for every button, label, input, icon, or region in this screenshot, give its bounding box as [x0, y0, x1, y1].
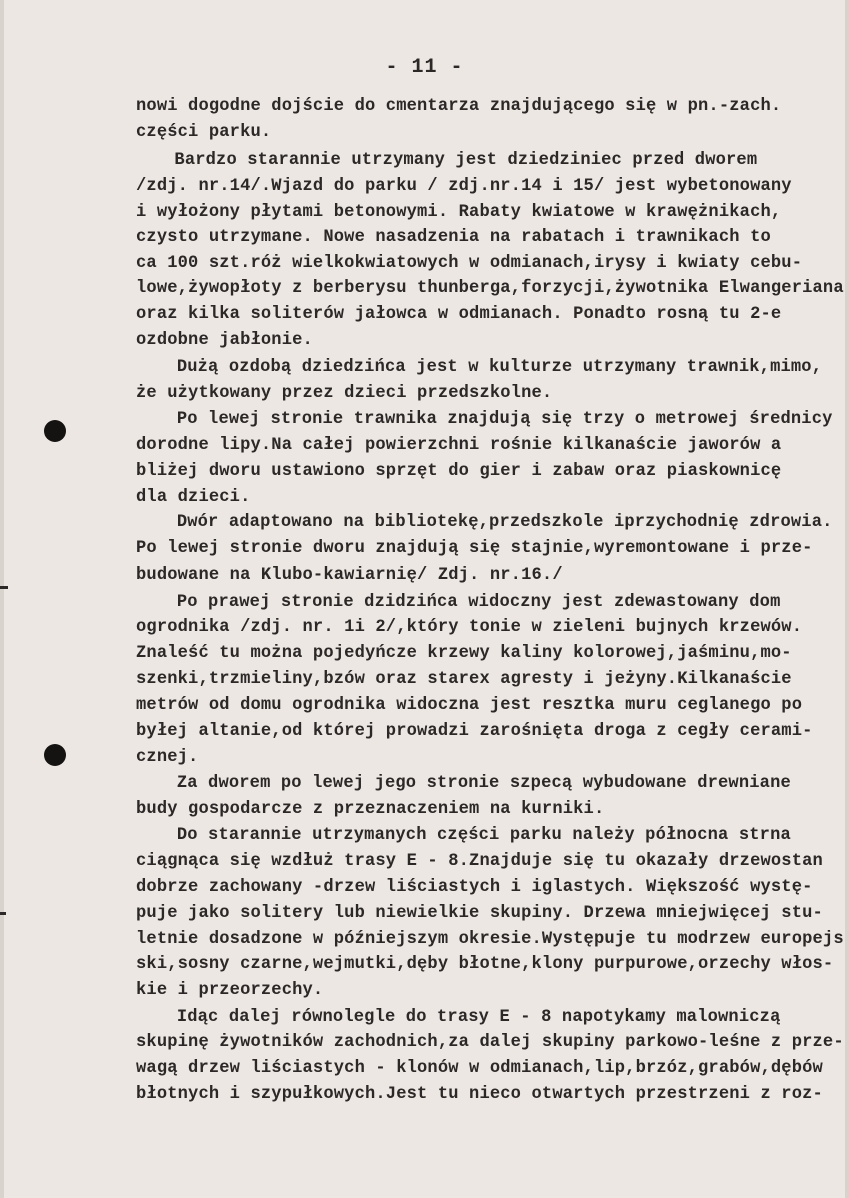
text-line: Znaleść tu można pojedyńcze krzewy kaliny kolorowej,jaśminu,mo-: [136, 644, 792, 663]
text-line: dla dzieci.: [136, 488, 251, 507]
text-line: skupinę żywotników zachodnich,za dalej skupiny parkowo-leśne z prze-: [136, 1033, 844, 1052]
text-line: Po lewej stronie dworu znajdują się stajnie,wyremontowane i prze-: [136, 539, 813, 558]
text-line: wagą drzew liściastych - klonów w odmianach,lip,brzóz,grabów,dębów: [136, 1059, 823, 1078]
text-line: puje jako solitery lub niewielkie skupiny. Drzewa mniejwięcej stu-: [136, 904, 823, 923]
text-line: byłej altanie,od której prowadzi zarośnięta droga z cegły cerami-: [136, 722, 813, 741]
punch-hole: [44, 420, 66, 442]
text-line: Po prawej stronie dzidzińca widoczny jest zdewastowany dom: [156, 593, 781, 612]
text-line: letnie dosadzone w późniejszym okresie.Występuje tu modrzew europejs: [136, 930, 844, 949]
text-line: lowe,żywopłoty z berberysu thunberga,forzycji,żywotnika Elwangeriana: [136, 279, 844, 298]
text-line: dorodne lipy.Na całej powierzchni rośnie kilkanaście jaworów a: [136, 436, 782, 455]
text-line: bliżej dworu ustawiono sprzęt do gier i zabaw oraz piaskownicę: [136, 462, 782, 481]
text-line: czysto utrzymane. Nowe nasadzenia na rabatach i trawnikach to: [136, 228, 771, 247]
text-line: Dużą ozdobą dziedzińca jest w kulturze utrzymany trawnik,mimo,: [156, 358, 823, 377]
text-line: części parku.: [136, 123, 272, 142]
text-line: szenki,trzmieliny,bzów oraz starex agresty i jeżyny.Kilkanaście: [136, 670, 792, 689]
text-line: ogrodnika /zdj. nr. 1i 2/,który tonie w zieleni bujnych krzewów.: [136, 618, 803, 637]
edge-mark: [0, 586, 8, 589]
punch-hole: [44, 744, 66, 766]
text-line: Dwór adaptowano na bibliotekę,przedszkole iprzychodnię zdrowia.: [156, 513, 833, 532]
text-line: i wyłożony płytami betonowymi. Rabaty kwiatowe w krawężnikach,: [136, 203, 782, 222]
text-line: Po lewej stronie trawnika znajdują się trzy o metrowej średnicy: [156, 410, 833, 429]
text-line: ski,sosny czarne,wejmutki,dęby błotne,klony purpurowe,orzechy włos-: [136, 955, 834, 974]
text-line: /zdj. nr.14/.Wjazd do parku / zdj.nr.14 i 15/ jest wybetonowany: [136, 177, 792, 196]
edge-mark: [0, 912, 6, 915]
text-line: Do starannie utrzymanych części parku należy północna strna: [156, 826, 791, 845]
text-line: budy gospodarcze z przeznaczeniem na kurniki.: [136, 800, 605, 819]
text-line: nowi dogodne dojście do cmentarza znajdującego się w pn.-zach.: [136, 97, 782, 116]
page-right-edge: [845, 0, 849, 1198]
text-line: metrów od domu ogrodnika widoczna jest resztka muru ceglanego po: [136, 696, 803, 715]
text-line: Za dworem po lewej jego stronie szpecą wybudowane drewniane: [156, 774, 791, 793]
text-line: Bardzo starannie utrzymany jest dziedziniec przed dworem: [164, 151, 758, 170]
text-line: ciągnąca się wzdłuż trasy E - 8.Znajduje się tu okazały drzewostan: [136, 852, 823, 871]
text-line: kie i przeorzechy.: [136, 981, 324, 1000]
text-line: ozdobne jabłonie.: [136, 331, 313, 350]
text-line: dobrze zachowany -drzew liściastych i iglastych. Większość wystę-: [136, 878, 813, 897]
page-number: - 11 -: [385, 56, 464, 79]
text-line: błotnych i szypułkowych.Jest tu nieco otwartych przestrzeni z roz-: [136, 1085, 823, 1104]
page-left-edge: [0, 0, 4, 1198]
text-line: ca 100 szt.róż wielkokwiatowych w odmianach,irysy i kwiaty cebu-: [136, 254, 803, 273]
text-line: oraz kilka soliterów jałowca w odmianach. Ponadto rosną tu 2-e: [136, 305, 782, 324]
text-line: Idąc dalej równolegle do trasy E - 8 napotykamy malowniczą: [156, 1008, 781, 1027]
text-line: że użytkowany przez dzieci przedszkolne.: [136, 384, 553, 403]
text-line: cznej.: [136, 748, 199, 767]
text-line: budowane na Klubo-kawiarnię/ Zdj. nr.16./: [136, 566, 563, 585]
